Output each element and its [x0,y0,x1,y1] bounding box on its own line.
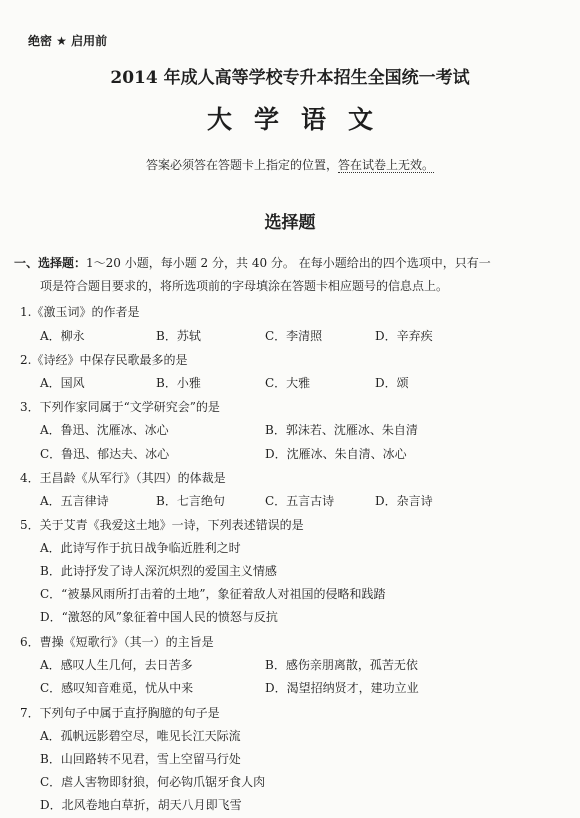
instructions-line-2: 项是符合题目要求的，将所选项前的字母填涂在答题卡相应题号的信息点上。 [40,279,449,293]
section-title: 选择题 [264,213,316,233]
answer-notice-b: 答在试卷上无效。 [338,158,435,172]
question-4-option-d: D．杂言诗 [375,494,433,508]
question-2-option-a: A．国风 [40,376,85,390]
question-3-option-b: B．郭沫若、沈雁冰、朱自清 [265,423,418,437]
question-1-option-a: A．柳永 [40,329,85,343]
question-5-option-c: C．“被暴风雨所打击着的土地”，象征着敌人对祖国的侵略和践踏 [40,587,386,601]
question-2-option-c: C．大雅 [265,376,311,390]
question-7-stem: 7．下列句子中属于直抒胸臆的句子是 [20,706,220,720]
instructions-text-1: 1～20 小题，每小题 2 分，共 40 分。 在每小题给出的四个选项中，只有一 [86,256,491,270]
question-3-stem: 3．下列作家同属于“文学研究会”的是 [20,400,220,414]
question-4-option-a: A．五言律诗 [40,494,109,508]
question-6-stem: 6．曹操《短歌行》（其一）的主旨是 [20,635,214,649]
question-7-option-a: A．孤帆远影碧空尽，唯见长江天际流 [40,729,241,743]
question-7-option-c: C．虐人害物即豺狼，何必钩爪锯牙食人肉 [40,775,266,789]
answer-notice [0,156,580,173]
question-1-option-d: D．辛弃疾 [375,329,433,343]
question-1-option-b: B．苏轼 [156,329,201,343]
question-6-option-a: A．感叹人生几何，去日苦多 [40,658,193,672]
question-3-option-d: D．沈雁冰、朱自清、冰心 [265,447,407,461]
question-1-option-c: C．李清照 [265,329,323,343]
question-6-option-b: B．感伤亲朋离散，孤苦无依 [265,658,418,672]
question-5-option-b: B．此诗抒发了诗人深沉炽烈的爱国主义情感 [40,564,277,578]
question-5-option-d: D．“激怒的风”象征着中国人民的愤怒与反抗 [40,610,278,624]
question-7-option-d: D．北风卷地白草折，胡天八月即飞雪 [40,798,242,812]
question-6-option-d: D．渴望招纳贤才，建功立业 [265,681,419,695]
answer-notice-a: 答案必须答在答题卡上指定的位置， [145,158,338,172]
confidential-label: 绝密 ★ 启用前 [28,34,108,48]
question-2-stem: 2.《诗经》中保存民歌最多的是 [20,353,188,367]
exam-title: 2014 年成人高等学校专升本招生全国统一考试 [110,68,470,88]
subject-title: 大学语文 [206,105,395,134]
question-4-option-b: B．七言绝句 [156,494,225,508]
question-1-stem: 1.《激玉词》的作者是 [20,305,140,319]
question-4-option-c: C．五言古诗 [265,494,335,508]
question-3-option-c: C．鲁迅、郁达夫、冰心 [40,447,170,461]
question-5-stem: 5．关于艾青《我爱这土地》一诗，下列表述错误的是 [20,518,304,532]
question-3-option-a: A．鲁迅、沈雁冰、冰心 [40,423,169,437]
instructions-label: 一、选择题： [14,256,87,270]
question-2-option-d: D．颂 [375,376,409,390]
question-6-option-c: C．感叹知音难觅，忧从中来 [40,681,194,695]
question-5-option-a: A．此诗写作于抗日战争临近胜利之时 [40,541,241,555]
instructions-line-1 [14,254,491,271]
question-7-option-b: B．山回路转不见君，雪上空留马行处 [40,752,241,766]
question-4-stem: 4．王昌龄《从军行》（其四）的体裁是 [20,471,226,485]
question-2-option-b: B．小雅 [156,376,201,390]
